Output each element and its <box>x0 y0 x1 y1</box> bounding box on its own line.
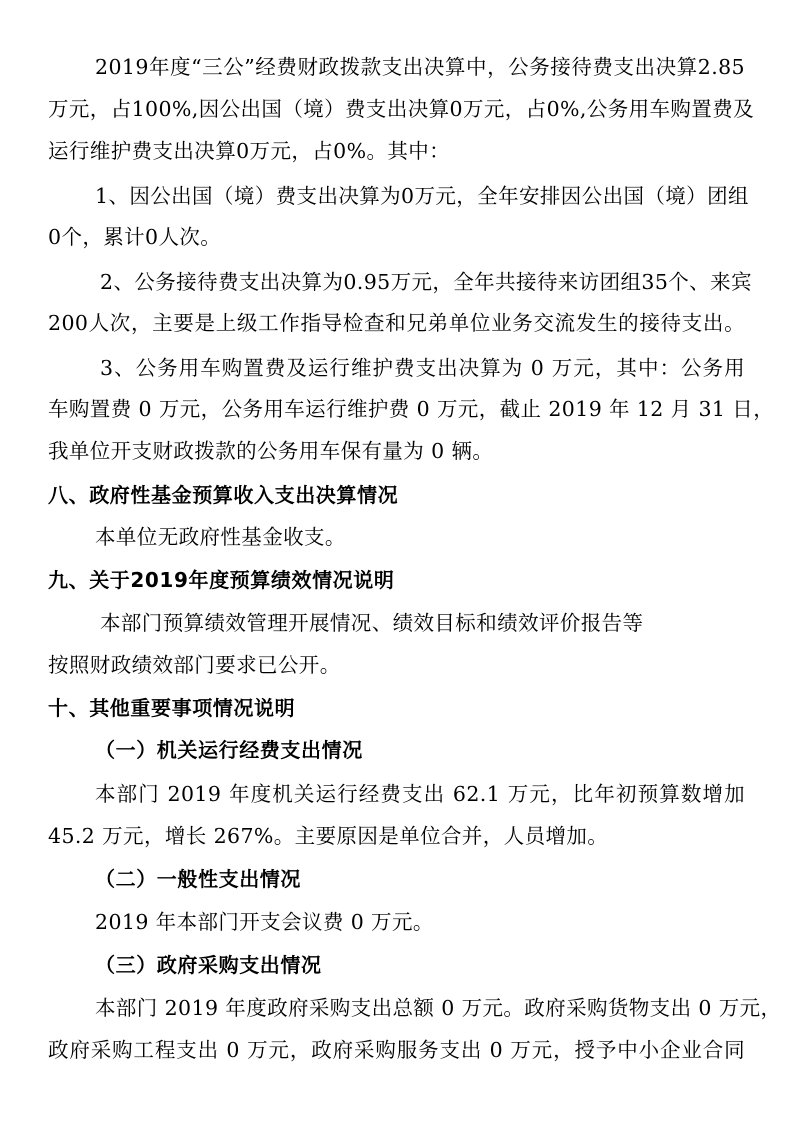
paragraph-line: 2019年度“三公”经费财政拨款支出决算中，公务接待费支出决算2.85 <box>95 55 745 79</box>
paragraph-line: 我单位开支财政拨款的公务用车保有量为 0 辆。 <box>48 439 494 463</box>
paragraph-line: 政府采购工程支出 0 万元，政府采购服务支出 0 万元，授予中小企业合同 <box>48 1038 745 1062</box>
subsection-heading: （一）机关运行经费支出情况 <box>95 738 363 762</box>
section-heading: 十、其他重要事项情况说明 <box>48 696 296 720</box>
paragraph-line: 200人次，主要是上级工作指导检查和兄弟单位业务交流发生的接待支出。 <box>48 311 745 335</box>
paragraph-line: 车购置费 0 万元，公务用车运行维护费 0 万元，截止 2019 年 12 月 31 日， <box>48 397 775 421</box>
paragraph-line: 0个，累计0人次。 <box>48 225 222 249</box>
paragraph-line: 3、公务用车购置费及运行维护费支出决算为 0 万元，其中：公务用 <box>100 356 745 380</box>
paragraph-line: 2、公务接待费支出决算为0.95万元，全年共接待来访团组35个、来宾 <box>100 270 752 294</box>
paragraph-line: 2019 年本部门开支会议费 0 万元。 <box>95 910 434 934</box>
paragraph-line: 本部门预算绩效管理开展情况、绩效目标和绩效评价报告等 <box>100 611 644 635</box>
paragraph-line: 45.2 万元，增长 267%。主要原因是单位合并，人员增加。 <box>48 824 609 848</box>
paragraph-line: 1、因公出国（境）费支出决算为0万元，全年安排因公出国（境）团组 <box>95 184 749 208</box>
paragraph-line: 本部门 2019 年度机关运行经费支出 62.1 万元，比年初预算数增加 <box>95 782 745 806</box>
subsection-heading: （二）一般性支出情况 <box>95 867 301 891</box>
paragraph-line: 本部门 2019 年度政府采购支出总额 0 万元。政府采购货物支出 0 万元， <box>95 996 782 1020</box>
paragraph-line: 运行维护费支出决算0万元，占0%。其中： <box>48 139 451 163</box>
subsection-heading: （三）政府采购支出情况 <box>95 953 322 977</box>
paragraph-line: 本单位无政府性基金收支。 <box>95 525 346 549</box>
paragraph-line: 万元，占100%,因公出国（境）费支出决算0万元，占0%,公务用车购置费及 <box>48 97 755 121</box>
section-heading: 八、政府性基金预算收入支出决算情况 <box>48 483 399 507</box>
paragraph-line: 按照财政绩效部门要求已公开。 <box>48 653 341 677</box>
section-heading: 九、关于2019年度预算绩效情况说明 <box>48 568 395 592</box>
